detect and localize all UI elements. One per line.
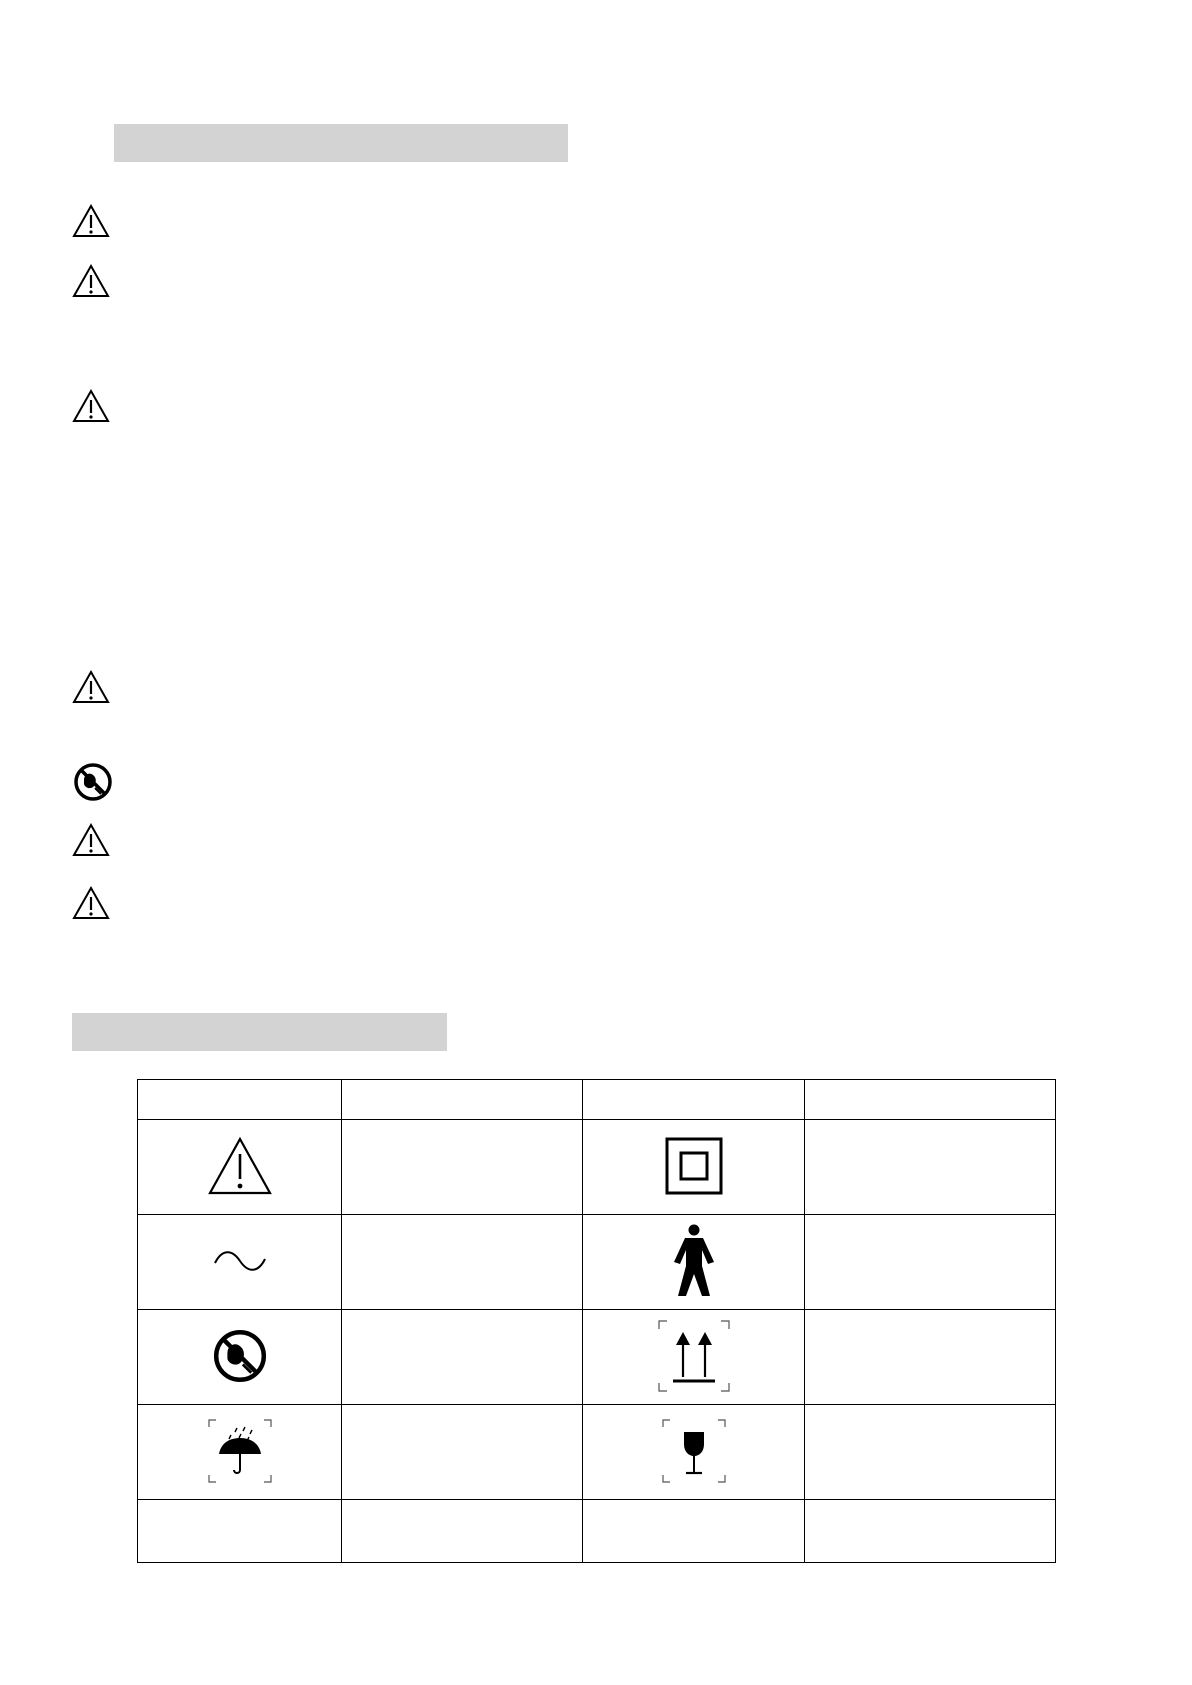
table-header-row — [138, 1080, 1056, 1120]
symbol-table — [137, 1079, 1056, 1563]
fragile-glass-icon — [661, 1418, 727, 1484]
symbol-cell — [583, 1500, 805, 1563]
warning-triangle-icon — [72, 264, 110, 298]
warning-triangle-icon — [207, 1136, 273, 1196]
symbol-description-cell — [342, 1215, 583, 1310]
symbol-cell — [138, 1215, 342, 1310]
table-row — [138, 1215, 1056, 1310]
table-header-cell — [138, 1080, 342, 1120]
section-heading-bar — [72, 1013, 447, 1051]
symbol-cell — [583, 1215, 805, 1310]
table-header-cell — [342, 1080, 583, 1120]
warning-triangle-icon — [72, 823, 110, 857]
section-heading-bar — [114, 124, 568, 162]
symbol-description-cell — [805, 1405, 1056, 1500]
symbol-description-cell — [805, 1120, 1056, 1215]
symbol-cell — [138, 1500, 342, 1563]
no-spraying-water-icon — [212, 1328, 268, 1384]
symbol-description-cell — [342, 1310, 583, 1405]
alternating-current-icon — [212, 1246, 268, 1276]
table-header-cell — [805, 1080, 1056, 1120]
symbol-description-cell — [805, 1310, 1056, 1405]
table-header-cell — [583, 1080, 805, 1120]
symbol-cell — [583, 1310, 805, 1405]
table-row — [138, 1500, 1056, 1563]
warning-triangle-icon — [72, 204, 110, 238]
symbol-cell — [138, 1310, 342, 1405]
symbol-cell — [138, 1405, 342, 1500]
table-row — [138, 1310, 1056, 1405]
warning-triangle-icon — [72, 670, 110, 704]
type-bf-applied-part-icon — [671, 1224, 717, 1298]
symbol-description-cell — [342, 1405, 583, 1500]
symbol-description-cell — [805, 1215, 1056, 1310]
symbol-description-cell — [342, 1500, 583, 1563]
class-ii-double-square-icon — [665, 1137, 723, 1195]
table-row — [138, 1120, 1056, 1215]
symbol-cell — [138, 1120, 342, 1215]
warning-triangle-icon — [72, 389, 110, 423]
symbol-cell — [583, 1405, 805, 1500]
symbol-cell — [583, 1120, 805, 1215]
symbol-description-cell — [805, 1500, 1056, 1563]
warning-triangle-icon — [72, 886, 110, 920]
keep-dry-umbrella-icon — [207, 1418, 273, 1484]
this-way-up-arrows-icon — [657, 1319, 731, 1393]
no-spraying-water-icon — [73, 762, 113, 802]
symbol-description-cell — [342, 1120, 583, 1215]
table-row — [138, 1405, 1056, 1500]
